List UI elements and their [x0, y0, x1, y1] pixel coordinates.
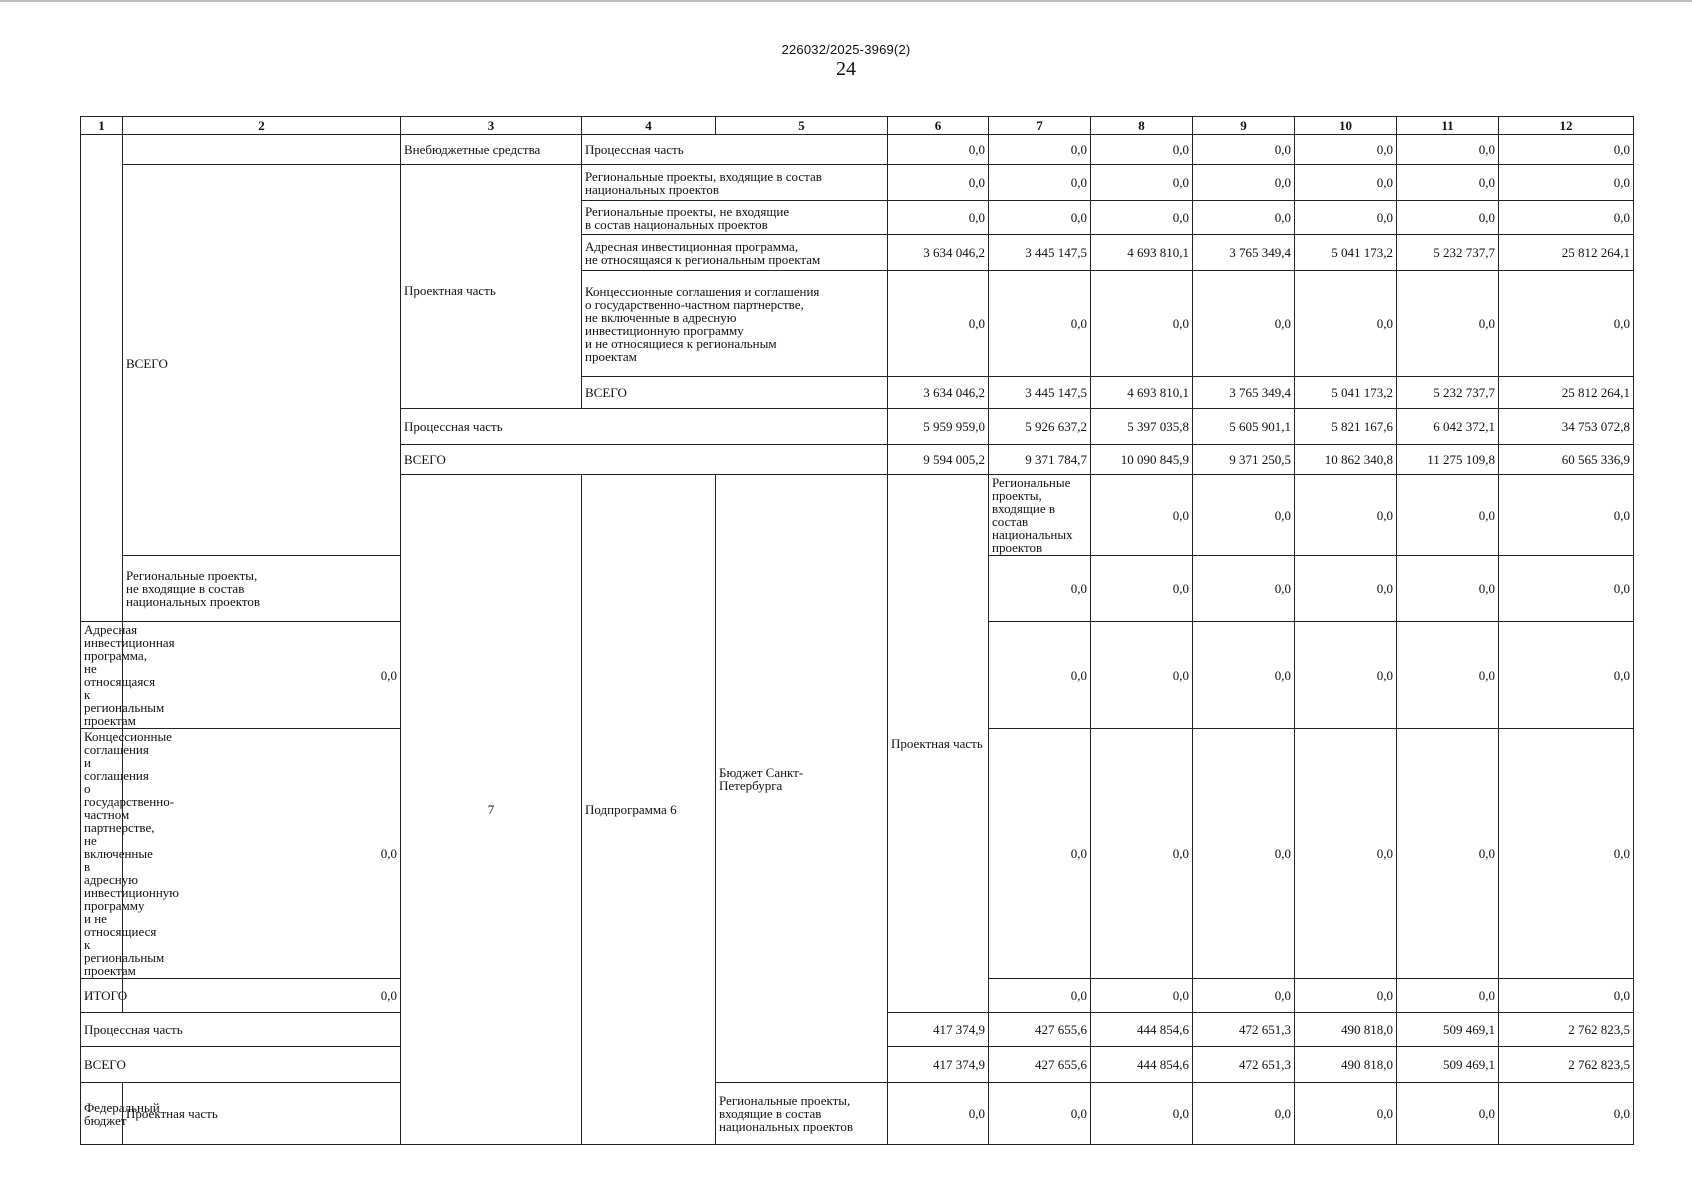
section-top-project-row-col-6: 0,0 [888, 165, 989, 201]
spb-project-row-col-11: 0,0 [1499, 556, 1634, 622]
spb-process-col-6: 417 374,9 [888, 1013, 989, 1047]
spb-project-row-col-12: 0,0 [1499, 979, 1634, 1013]
spb-total-col-9: 472 651,3 [1193, 1047, 1295, 1083]
spb-project-row-col-9: 0,0 [1193, 622, 1295, 729]
document-id: 226032/2025-3969(2) [781, 42, 911, 57]
section-top-project-row-col-7: 3 445 147,5 [989, 377, 1091, 409]
section-top-project-row-col-8: 0,0 [1091, 201, 1193, 235]
section-top-project-row-col-8: 0,0 [1091, 165, 1193, 201]
section-top-total-col-6: 9 594 005,2 [888, 445, 989, 475]
extra-budget-label: Внебюджетные средства [401, 135, 582, 165]
federal-project-row-col-6: 0,0 [888, 1083, 989, 1145]
spb-process-label: Процессная часть [81, 1013, 401, 1047]
section-top-process-col-9: 5 605 901,1 [1193, 409, 1295, 445]
extra-budget-col-7: 0,0 [989, 135, 1091, 165]
section-top-project-row-col-10: 5 041 173,2 [1295, 235, 1397, 271]
spb-project-row-col-6: 0,0 [123, 979, 401, 1013]
section-bottom-number: 7 [401, 475, 582, 1145]
section-top-project-row-col-7: 0,0 [989, 165, 1091, 201]
section-top-project-row-col-9: 0,0 [1193, 165, 1295, 201]
extra-budget-col-10: 0,0 [1295, 135, 1397, 165]
section-top-total-col-11: 11 275 109,8 [1397, 445, 1499, 475]
section-top-project-row-col-10: 0,0 [1295, 165, 1397, 201]
spb-project-row-col-9: 0,0 [1397, 475, 1499, 556]
spb-process-col-12: 2 762 823,5 [1499, 1013, 1634, 1047]
spb-project-row-col-12: 0,0 [1499, 729, 1634, 979]
header-col-3: 3 [401, 117, 582, 135]
section-top-total-col-9: 9 371 250,5 [1193, 445, 1295, 475]
section-top-project-row-col-12: 0,0 [1499, 165, 1634, 201]
section-top-name-spacer [123, 135, 401, 165]
table-row [81, 165, 1634, 201]
section-top-project-row-col-11: 0,0 [1397, 165, 1499, 201]
spb-project-row-label: ИТОГО [81, 979, 123, 1013]
spb-project-row-label: Региональные проекты, входящие в состав национальных проектов [989, 475, 1091, 556]
spb-total-col-11: 509 469,1 [1397, 1047, 1499, 1083]
spb-project-row-col-9: 0,0 [1193, 729, 1295, 979]
section-top-project-label: Проектная часть [401, 165, 582, 409]
federal-project-row-col-7: 0,0 [989, 1083, 1091, 1145]
spb-project-row-label: Региональные проекты, не входящие в состав национальных проектов [123, 556, 401, 622]
section-top-project-row-col-7: 0,0 [989, 271, 1091, 377]
spb-project-row-col-10: 0,0 [1295, 622, 1397, 729]
section-top-project-row-col-7: 3 445 147,5 [989, 235, 1091, 271]
header-col-6: 6 [888, 117, 989, 135]
section-top-project-row-label: Адресная инвестиционная программа, не относящаяся к региональным проектам [582, 235, 888, 271]
spb-project-row-col-10: 0,0 [1499, 475, 1634, 556]
spb-project-row-col-8: 0,0 [1091, 729, 1193, 979]
section-top-process-col-11: 6 042 372,1 [1397, 409, 1499, 445]
section-top-project-row-col-10: 0,0 [1295, 271, 1397, 377]
section-top-project-row-col-10: 5 041 173,2 [1295, 377, 1397, 409]
spb-project-row-col-7: 0,0 [1091, 556, 1193, 622]
federal-project-row-col-12: 0,0 [1499, 1083, 1634, 1145]
section-top-project-row-col-6: 0,0 [888, 271, 989, 377]
section-top-total-col-8: 10 090 845,9 [1091, 445, 1193, 475]
section-top-process-col-7: 5 926 637,2 [989, 409, 1091, 445]
spb-process-col-8: 444 854,6 [1091, 1013, 1193, 1047]
extra-budget-col-9: 0,0 [1193, 135, 1295, 165]
spb-project-row-col-11: 0,0 [1397, 979, 1499, 1013]
section-top-total-col-7: 9 371 784,7 [989, 445, 1091, 475]
page-number: 24 [836, 58, 856, 80]
spb-process-col-10: 490 818,0 [1295, 1013, 1397, 1047]
header-col-10: 10 [1295, 117, 1397, 135]
section-top-process-label: Процессная часть [401, 409, 888, 445]
header-col-12: 12 [1499, 117, 1634, 135]
header-col-7: 7 [989, 117, 1091, 135]
section-top-process-col-8: 5 397 035,8 [1091, 409, 1193, 445]
header-col-4: 4 [582, 117, 716, 135]
section-top-project-row-col-11: 0,0 [1397, 271, 1499, 377]
section-top-project-row-col-11: 0,0 [1397, 201, 1499, 235]
spb-total-col-10: 490 818,0 [1295, 1047, 1397, 1083]
section-top-project-row-col-8: 4 693 810,1 [1091, 377, 1193, 409]
federal-project-row-col-8: 0,0 [1091, 1083, 1193, 1145]
section-top-total-label: ВСЕГО [401, 445, 888, 475]
section-top-process-col-6: 5 959 959,0 [888, 409, 989, 445]
section-top-project-row-col-8: 4 693 810,1 [1091, 235, 1193, 271]
section-top-project-row-col-7: 0,0 [989, 201, 1091, 235]
spb-project-row-col-8: 0,0 [1193, 556, 1295, 622]
spb-project-row-col-8: 0,0 [1295, 475, 1397, 556]
spb-project-row-col-6: 0,0 [123, 729, 401, 979]
section-top-project-row-col-9: 3 765 349,4 [1193, 377, 1295, 409]
header-row [81, 117, 1634, 135]
section-top-project-row-col-10: 0,0 [1295, 201, 1397, 235]
spb-project-row-col-12: 0,0 [1499, 622, 1634, 729]
spb-project-row-col-10: 0,0 [1397, 556, 1499, 622]
page-top-edge [0, 0, 1692, 2]
federal-project-row-col-10: 0,0 [1295, 1083, 1397, 1145]
spb-process-col-7: 427 655,6 [989, 1013, 1091, 1047]
section-top-process-col-12: 34 753 072,8 [1499, 409, 1634, 445]
spb-project-row-col-7: 0,0 [989, 729, 1091, 979]
spb-total-col-8: 444 854,6 [1091, 1047, 1193, 1083]
spb-total-label: ВСЕГО [81, 1047, 401, 1083]
spb-project-row-col-10: 0,0 [1295, 729, 1397, 979]
header-col-2: 2 [123, 117, 401, 135]
table-row [81, 1083, 1634, 1145]
spb-project-row-col-8: 0,0 [1091, 622, 1193, 729]
section-top-project-row-label: Концессионные соглашения и соглашения о государственно-частном партнерстве, не включенные в адресную инвестиционную программу и не относящиеся к региональным проектам [582, 271, 888, 377]
spb-project-label: Проектная часть [888, 475, 989, 1013]
extra-budget-col-8: 0,0 [1091, 135, 1193, 165]
spb-total-col-7: 427 655,6 [989, 1047, 1091, 1083]
header-col-11: 11 [1397, 117, 1499, 135]
spb-project-row-col-8: 0,0 [1091, 979, 1193, 1013]
spb-project-row-col-6: 0,0 [123, 622, 401, 729]
federal-budget-label: Федеральный бюджет [81, 1083, 123, 1145]
federal-project-label: Проектная часть [123, 1083, 401, 1145]
section-top-project-row-col-12: 25 812 264,1 [1499, 235, 1634, 271]
section-top-project-row-label: Региональные проекты, входящие в состав национальных проектов [582, 165, 888, 201]
spb-project-row-col-7: 0,0 [1193, 475, 1295, 556]
section-top-project-row-col-8: 0,0 [1091, 271, 1193, 377]
header-col-1: 1 [81, 117, 123, 135]
section-top-project-row-label: ВСЕГО [582, 377, 888, 409]
section-top-project-row-label: Региональные проекты, не входящие в состав национальных проектов [582, 201, 888, 235]
section-bottom-name: Подпрограмма 6 [582, 475, 716, 1145]
extra-budget-col-12: 0,0 [1499, 135, 1634, 165]
section-top-project-row-col-9: 3 765 349,4 [1193, 235, 1295, 271]
section-top-project-row-col-9: 0,0 [1193, 271, 1295, 377]
spb-project-row-col-9: 0,0 [1295, 556, 1397, 622]
spb-project-row-col-11: 0,0 [1397, 622, 1499, 729]
spb-project-row-col-7: 0,0 [989, 979, 1091, 1013]
spb-total-col-6: 417 374,9 [888, 1047, 989, 1083]
header-col-5: 5 [716, 117, 888, 135]
spb-process-col-11: 509 469,1 [1397, 1013, 1499, 1047]
spb-project-row-col-6: 0,0 [989, 556, 1091, 622]
section-top-project-row-col-11: 5 232 737,7 [1397, 235, 1499, 271]
section-top-project-row-col-6: 0,0 [888, 201, 989, 235]
spb-total-col-12: 2 762 823,5 [1499, 1047, 1634, 1083]
spb-project-row-col-11: 0,0 [1397, 729, 1499, 979]
federal-project-row-col-11: 0,0 [1397, 1083, 1499, 1145]
header-col-9: 9 [1193, 117, 1295, 135]
extra-budget-col-6: 0,0 [888, 135, 989, 165]
extra-budget-col-11: 0,0 [1397, 135, 1499, 165]
spb-project-row-label: Адресная инвестиционная программа, не относящаяся к региональным проектам [81, 622, 123, 729]
header-col-8: 8 [1091, 117, 1193, 135]
section-top-project-row-col-12: 0,0 [1499, 201, 1634, 235]
section-top-number [81, 135, 123, 622]
section-top-total-col-10: 10 862 340,8 [1295, 445, 1397, 475]
federal-project-row-col-9: 0,0 [1193, 1083, 1295, 1145]
spb-project-row-col-6: 0,0 [1091, 475, 1193, 556]
section-top-project-row-col-12: 0,0 [1499, 271, 1634, 377]
spb-project-row-col-7: 0,0 [989, 622, 1091, 729]
section-top-project-row-col-12: 25 812 264,1 [1499, 377, 1634, 409]
spb-project-row-label: Концессионные соглашения и соглашения о государственно- частном партнерстве, не включенные в адресную инвестиционную программу и не относящиеся к региональным проектам [81, 729, 123, 979]
spb-budget-label: Бюджет Санкт- Петербурга [716, 475, 888, 1083]
budget-table [80, 116, 1634, 1145]
section-top-process-col-10: 5 821 167,6 [1295, 409, 1397, 445]
section-top-project-row-col-11: 5 232 737,7 [1397, 377, 1499, 409]
section-top-project-row-col-6: 3 634 046,2 [888, 235, 989, 271]
section-top-name: ВСЕГО [123, 165, 401, 556]
spb-project-row-col-10: 0,0 [1295, 979, 1397, 1013]
section-top-total-col-12: 60 565 336,9 [1499, 445, 1634, 475]
spb-project-row-col-9: 0,0 [1193, 979, 1295, 1013]
federal-project-row-label: Региональные проекты, входящие в состав национальных проектов [716, 1083, 888, 1145]
table-row [81, 135, 1634, 165]
spb-process-col-9: 472 651,3 [1193, 1013, 1295, 1047]
extra-budget-part: Процессная часть [582, 135, 888, 165]
section-top-project-row-col-6: 3 634 046,2 [888, 377, 989, 409]
section-top-project-row-col-9: 0,0 [1193, 201, 1295, 235]
